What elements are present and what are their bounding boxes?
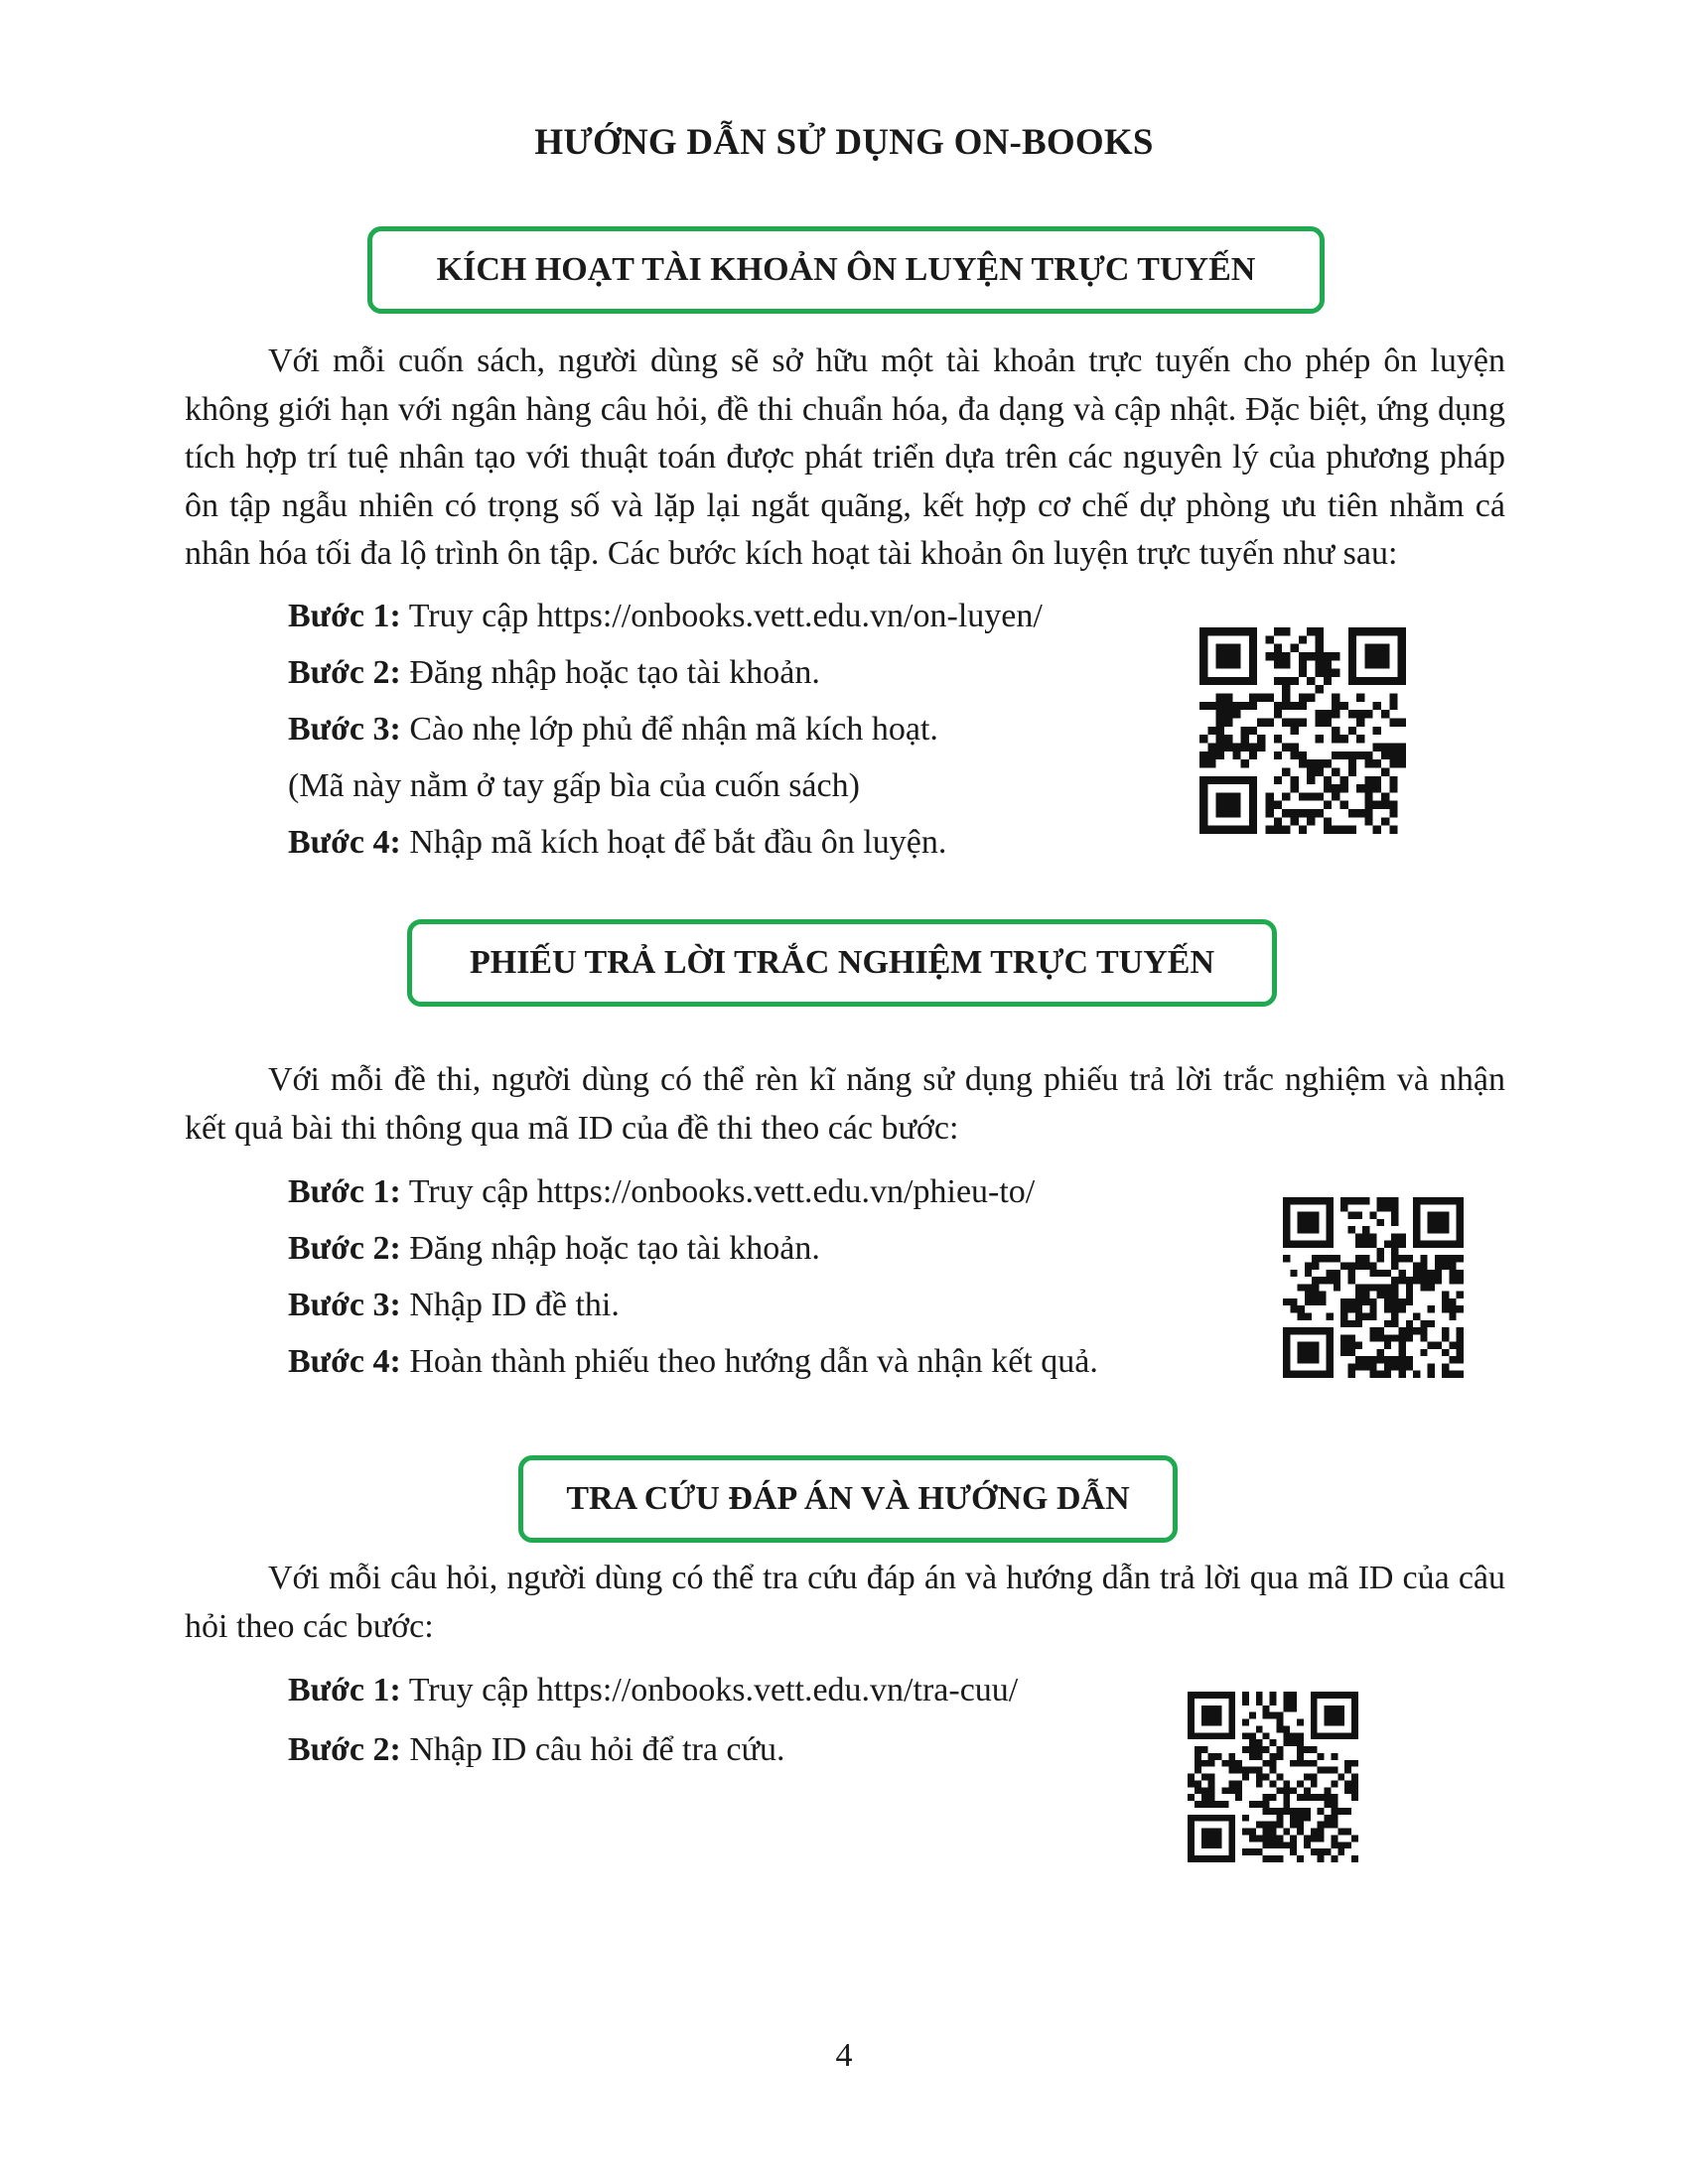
section-paragraph: Với mỗi câu hỏi, người dùng có thể tra cứu đáp án và hướng dẫn trả lời qua mã ID của câu hỏi theo các bước: <box>185 1560 1505 1645</box>
qr-code-icon[interactable] <box>1283 1197 1464 1378</box>
qr-code-icon[interactable] <box>1188 1692 1358 1862</box>
section-heading-box-answer-sheet <box>407 919 1277 1007</box>
section-heading: KÍCH HOẠT TÀI KHOẢN ÔN LUYỆN TRỰC TUYẾN <box>436 251 1256 288</box>
step-item: Bước 3: Cào nhẹ lớp phủ để nhận mã kích hoạt. <box>288 711 938 748</box>
section-paragraph: Với mỗi đề thi, người dùng có thể rèn kĩ năng sử dụng phiếu trả lời trắc nghiệm và nhận kết quả bài thi thông qua mã ID của đề thi theo các bước: <box>185 1061 1505 1147</box>
section-paragraph: Với mỗi cuốn sách, người dùng sẽ sở hữu một tài khoản trực tuyến cho phép ôn luyện không giới hạn với ngân hàng câu hỏi, đề thi chuẩn hóa, đa dạng và cập nhật. Đặc biệt, ứng dụng tích hợp trí tuệ nhân tạo với thuật toán được phát triển dựa trên các nguyên lý của phương pháp ôn tập ngẫu nhiên có trọng số và lặp lại ngắt quãng, kết hợp cơ chế dự phòng ưu tiên nhằm cá nhân hóa tối đa lộ trình ôn tập. Các bước kích hoạt tài khoản ôn luyện trực tuyến như sau: <box>185 342 1505 572</box>
section-heading-box-lookup <box>518 1455 1178 1543</box>
step-item: Bước 1: Truy cập https://onbooks.vett.edu.vn/phieu-to/ <box>288 1173 1036 1210</box>
section-heading: TRA CỨU ĐÁP ÁN VÀ HƯỚNG DẪN <box>566 1480 1130 1517</box>
step-note: (Mã này nằm ở tay gấp bìa của cuốn sách) <box>288 767 860 804</box>
qr-code-icon[interactable] <box>1199 627 1406 834</box>
page-title: HƯỚNG DẪN SỬ DỤNG ON-BOOKS <box>534 122 1154 163</box>
step-item: Bước 1: Truy cập https://onbooks.vett.edu.vn/on-luyen/ <box>288 598 1043 634</box>
section-heading-box-activate <box>367 226 1325 314</box>
page-number: 4 <box>835 2037 853 2074</box>
step-item: Bước 1: Truy cập https://onbooks.vett.edu.vn/tra-cuu/ <box>288 1672 1019 1708</box>
section-heading: PHIẾU TRẢ LỜI TRẮC NGHIỆM TRỰC TUYẾN <box>469 944 1214 981</box>
step-item: Bước 4: Nhập mã kích hoạt để bắt đầu ôn luyện. <box>288 824 947 861</box>
step-item: Bước 3: Nhập ID đề thi. <box>288 1287 620 1323</box>
step-item: Bước 4: Hoàn thành phiếu theo hướng dẫn và nhận kết quả. <box>288 1343 1098 1380</box>
step-item: Bước 2: Nhập ID câu hỏi để tra cứu. <box>288 1731 785 1768</box>
step-item: Bước 2: Đăng nhập hoặc tạo tài khoản. <box>288 654 820 691</box>
step-item: Bước 2: Đăng nhập hoặc tạo tài khoản. <box>288 1230 820 1267</box>
